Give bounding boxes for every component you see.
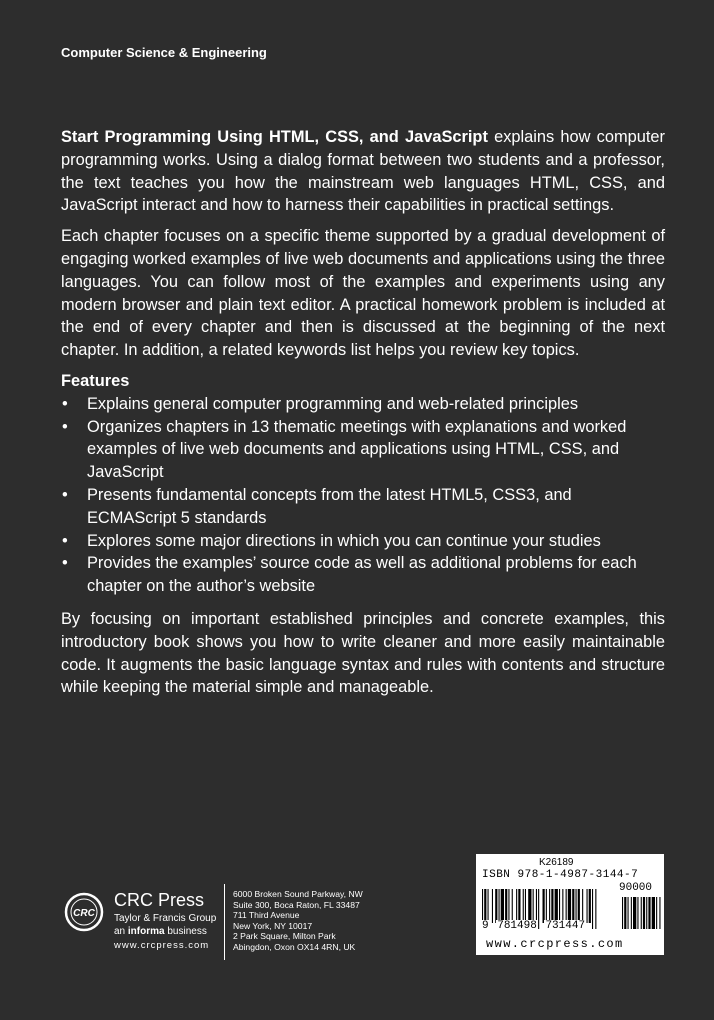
barcode-bar: [572, 889, 574, 923]
book-title: Start Programming Using HTML, CSS, and JavaScript: [61, 128, 488, 146]
address-line: New York, NY 10017: [233, 920, 313, 931]
address-line: 711 Third Avenue: [233, 910, 300, 921]
informa-brand: informa: [127, 926, 165, 937]
barcode-bar: [566, 889, 567, 923]
ean-first-digit: 9: [482, 920, 489, 932]
addon-digits: 90000: [619, 882, 653, 894]
barcode-bar: [576, 889, 577, 923]
addon-bar: [648, 897, 650, 929]
addon-bar: [643, 897, 645, 929]
address-line: 2 Park Square, Milton Park: [233, 931, 336, 942]
barcode-bar: [533, 889, 534, 923]
addon-bar: [637, 897, 638, 929]
intro-text: explains how computer programming works. Using a dialog format between two students and a professor, the text teaches you how the mainstream web languages HTML, CSS, and JavaScript interact and how to harness their capabilities in practical settings.: [61, 128, 665, 215]
barcode-website: www.crcpress.com: [486, 937, 624, 951]
feature-item: • Explores some major directions in which you can continue your studies: [61, 530, 665, 553]
barcode-bar: [536, 889, 537, 923]
barcode-bar: [492, 889, 493, 923]
addon-bar: [646, 897, 647, 929]
ean-right-digits: 731447: [545, 920, 586, 932]
publisher-name: CRC Press: [114, 890, 205, 910]
publisher-logo-block: [56, 884, 226, 964]
informa-prefix: an: [114, 926, 128, 937]
barcode-bar: [488, 889, 489, 923]
crc-press-logo-icon: [64, 892, 104, 932]
addon-bar: [624, 897, 626, 929]
barcode-bar: [555, 889, 558, 923]
feature-item: • Organizes chapters in 13 thematic meetings with explanations and worked examples of live web documents and applications using HTML, CSS, and JavaScript: [61, 416, 665, 484]
barcode-bar: [518, 889, 520, 923]
barcode-bar: [512, 889, 513, 923]
barcode-bar: [551, 889, 553, 923]
isbn-text: ISBN 978-1-4987-3144-7: [482, 869, 639, 881]
features-list: [61, 393, 665, 598]
ean-digits: [481, 920, 586, 932]
addon-bar: [656, 897, 657, 929]
barcode-bar: [582, 889, 583, 923]
closing-paragraph: By focusing on important established principles and concrete examples, this introductory book shows you how to write cleaner and more easily maintainable code. It augments the basic language syntax and rules with contents and structure while keeping the material simple and manageable.: [61, 609, 665, 697]
barcode-bar: [523, 889, 524, 923]
barcode-bar: [543, 889, 545, 923]
barcode-bar: [595, 889, 596, 929]
addon-bar: [659, 897, 660, 929]
addon-bar: [631, 897, 632, 929]
barcode-bar: [559, 889, 560, 923]
addon-bar: [622, 897, 623, 929]
isbn-barcode-box: [476, 854, 664, 955]
barcode-bar: [587, 889, 588, 923]
address-line: 6000 Broken Sound Parkway, NW: [233, 889, 363, 899]
features-heading: Features: [61, 371, 130, 390]
publisher-addresses: [233, 889, 363, 953]
address-line: Abingdon, Oxon OX14 4RN, UK: [233, 941, 356, 952]
chapter-paragraph: Each chapter focuses on a specific theme supported by a gradual development of engaging worked examples of live web documents and applications using the three languages. You can follow most of the examples and experiments using any modern browser and plain text editor. A practical homework problem is included at the end of every chapter and then is discussed at the beginning of the next chapter. In addition, a related keywords list helps you review key topics.: [61, 227, 665, 360]
ean-left-digits: 781498: [497, 920, 537, 932]
barcode-bar: [508, 889, 509, 923]
barcode-bar: [505, 889, 507, 923]
publisher-website: www.crcpress.com: [114, 940, 210, 951]
addon-bar: [652, 897, 655, 929]
back-cover-description: [61, 126, 665, 707]
informa-suffix: business: [164, 926, 207, 937]
barcode-bar: [525, 889, 526, 923]
addon-bar: [628, 897, 629, 929]
addon-bar: [633, 897, 636, 929]
feature-item: • Explains general computer programming and web-related principles: [61, 393, 665, 416]
barcode-bar: [578, 889, 580, 923]
barcode-bar: [499, 889, 500, 923]
barcode-bar: [592, 889, 593, 929]
barcode-bar: [546, 889, 547, 923]
catalog-number: K26189: [539, 857, 574, 868]
barcode-bar: [501, 889, 504, 923]
feature-item: • Provides the examples’ source code as well as additional problems for each chapter on the author’s website: [61, 552, 665, 598]
barcode-bar: [495, 889, 497, 923]
address-line: Suite 300, Boca Raton, FL 33487: [233, 899, 360, 910]
barcode-bar: [549, 889, 550, 923]
barcode-bar: [562, 889, 563, 923]
barcode-bar: [516, 889, 517, 923]
barcode-bar: [568, 889, 571, 923]
barcode-bar: [528, 889, 531, 923]
feature-item: • Presents fundamental concepts from the latest HTML5, CSS3, and ECMAScript 5 standards: [61, 484, 665, 530]
subject-category: Computer Science & Engineering: [61, 45, 267, 60]
barcode-bar: [589, 889, 591, 923]
publisher-divider: [224, 884, 225, 960]
publisher-informa: [114, 926, 207, 937]
crc-logo-text: CRC: [73, 908, 95, 919]
publisher-group: Taylor & Francis Group: [114, 913, 217, 924]
intro-paragraph: [61, 126, 665, 217]
addon-bar: [641, 897, 642, 929]
